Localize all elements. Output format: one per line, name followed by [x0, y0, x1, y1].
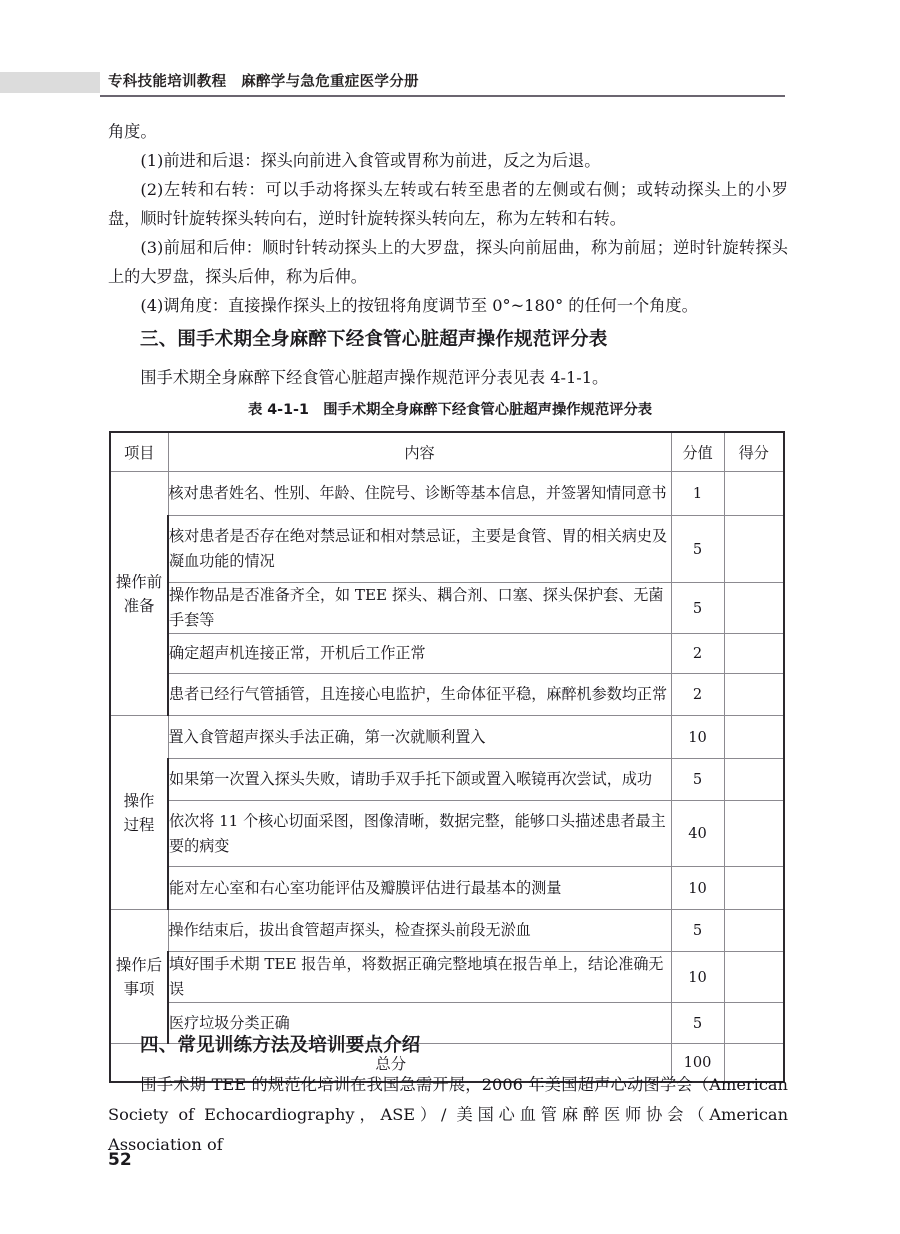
row-got[interactable] — [724, 867, 784, 910]
row-score: 40 — [671, 801, 724, 867]
row-score: 10 — [671, 952, 724, 1003]
row-score: 5 — [671, 759, 724, 801]
row-got[interactable] — [724, 472, 784, 516]
total-label: 总分 — [110, 1044, 671, 1083]
running-header-title: 专科技能培训教程 麻醉学与急危重症医学分册 — [108, 74, 419, 90]
page-number: 52 — [108, 1150, 132, 1170]
row-score: 2 — [671, 674, 724, 716]
table-caption: 表 4-1-1 围手术期全身麻醉下经食管心脏超声操作规范评分表 — [247, 402, 653, 418]
table-row — [110, 759, 784, 801]
total-score: 100 — [671, 1044, 724, 1083]
table-row — [110, 634, 784, 674]
table-row — [110, 910, 784, 952]
row-score: 1 — [671, 472, 724, 516]
score-table — [109, 431, 785, 1083]
row-score: 10 — [671, 867, 724, 910]
row-got[interactable] — [724, 583, 784, 634]
group-label-post: 操作后 事项 — [110, 910, 168, 1044]
row-got[interactable] — [724, 716, 784, 759]
header-item: 项目 — [110, 432, 168, 472]
group-label-process: 操作 过程 — [110, 716, 168, 910]
header-divider-rule — [100, 95, 785, 97]
row-content: 能对左心室和右心室功能评估及瓣膜评估进行最基本的测量 — [168, 867, 671, 910]
row-content: 填好围手术期 TEE 报告单，将数据正确完整地填在报告单上，结论准确无误 — [168, 952, 671, 1003]
header-content: 内容 — [168, 432, 671, 472]
table-row — [110, 801, 784, 867]
row-got[interactable] — [724, 634, 784, 674]
row-got[interactable] — [724, 1003, 784, 1044]
group-label-pre: 操作前 准备 — [110, 472, 168, 716]
table-row — [110, 867, 784, 910]
row-score: 5 — [671, 910, 724, 952]
row-score: 10 — [671, 716, 724, 759]
row-score: 5 — [671, 1003, 724, 1044]
row-got[interactable] — [724, 759, 784, 801]
table-row — [110, 674, 784, 716]
section-heading-three: 三、围手术期全身麻醉下经食管心脏超声操作规范评分表 — [140, 329, 608, 350]
list-item-2: (2)左转和右转：可以手动将探头左转或右转至患者的左侧或右侧；或转动探头上的小罗盘，顺时针旋转探头转向右，逆时针旋转探头转向左，称为左转和右转。 — [108, 180, 788, 228]
row-got[interactable] — [724, 674, 784, 716]
row-got[interactable] — [724, 952, 784, 1003]
table-row — [110, 583, 784, 634]
header-color-swatch — [0, 72, 100, 93]
table-row — [110, 516, 784, 583]
header-got: 得分 — [724, 432, 784, 472]
score-table-container — [109, 431, 784, 1083]
section-four-paragraph: 围手术期 TEE 的规范化培训在我国急需开展，2006 年美国超声心动图学会（American Society of Echocardiography，ASE）/ 美国心血管麻醉医师协会（American Association of — [108, 1075, 788, 1154]
table-header-row — [110, 432, 784, 472]
running-header — [0, 70, 900, 98]
row-content: 核对患者是否存在绝对禁忌证和相对禁忌证，主要是食管、胃的相关病史及凝血功能的情况 — [168, 516, 671, 583]
row-score: 2 — [671, 634, 724, 674]
row-got[interactable] — [724, 801, 784, 867]
row-content: 核对患者姓名、性别、年龄、住院号、诊断等基本信息，并签署知情同意书 — [168, 472, 671, 516]
row-content: 依次将 11 个核心切面采图，图像清晰，数据完整，能够口头描述患者最主要的病变 — [168, 801, 671, 867]
row-content: 确定超声机连接正常，开机后工作正常 — [168, 634, 671, 674]
row-content: 操作物品是否准备齐全，如 TEE 探头、耦合剂、口塞、探头保护套、无菌手套等 — [168, 583, 671, 634]
list-item-1: (1)前进和后退：探头向前进入食管或胃称为前进，反之为后退。 — [140, 151, 601, 170]
row-got[interactable] — [724, 516, 784, 583]
row-score: 5 — [671, 583, 724, 634]
row-got[interactable] — [724, 910, 784, 952]
row-content: 置入食管超声探头手法正确，第一次就顺利置入 — [168, 716, 671, 759]
list-item-4: (4)调角度：直接操作探头上的按钮将角度调节至 0°~180° 的任何一个角度。 — [140, 296, 698, 315]
section-three-intro: 围手术期全身麻醉下经食管心脏超声操作规范评分表见表 4-1-1。 — [140, 368, 609, 387]
table-row — [110, 952, 784, 1003]
row-content: 如果第一次置入探头失败，请助手双手托下颌或置入喉镜再次尝试，成功 — [168, 759, 671, 801]
row-content: 患者已经行气管插管，且连接心电监护，生命体征平稳，麻醉机参数均正常 — [168, 674, 671, 716]
row-content: 操作结束后，拔出食管超声探头，检查探头前段无淤血 — [168, 910, 671, 952]
section-heading-four: 四、常见训练方法及培训要点介绍 — [140, 1035, 421, 1056]
row-score: 5 — [671, 516, 724, 583]
table-row — [110, 716, 784, 759]
paragraph-angle: 角度。 — [108, 122, 157, 141]
header-score: 分值 — [671, 432, 724, 472]
list-item-3: (3)前屈和后伸：顺时针转动探头上的大罗盘，探头向前屈曲，称为前屈；逆时针旋转探头上的大罗盘，探头后伸，称为后伸。 — [108, 238, 788, 286]
table-row — [110, 472, 784, 516]
row-content: 医疗垃圾分类正确 — [168, 1003, 671, 1044]
